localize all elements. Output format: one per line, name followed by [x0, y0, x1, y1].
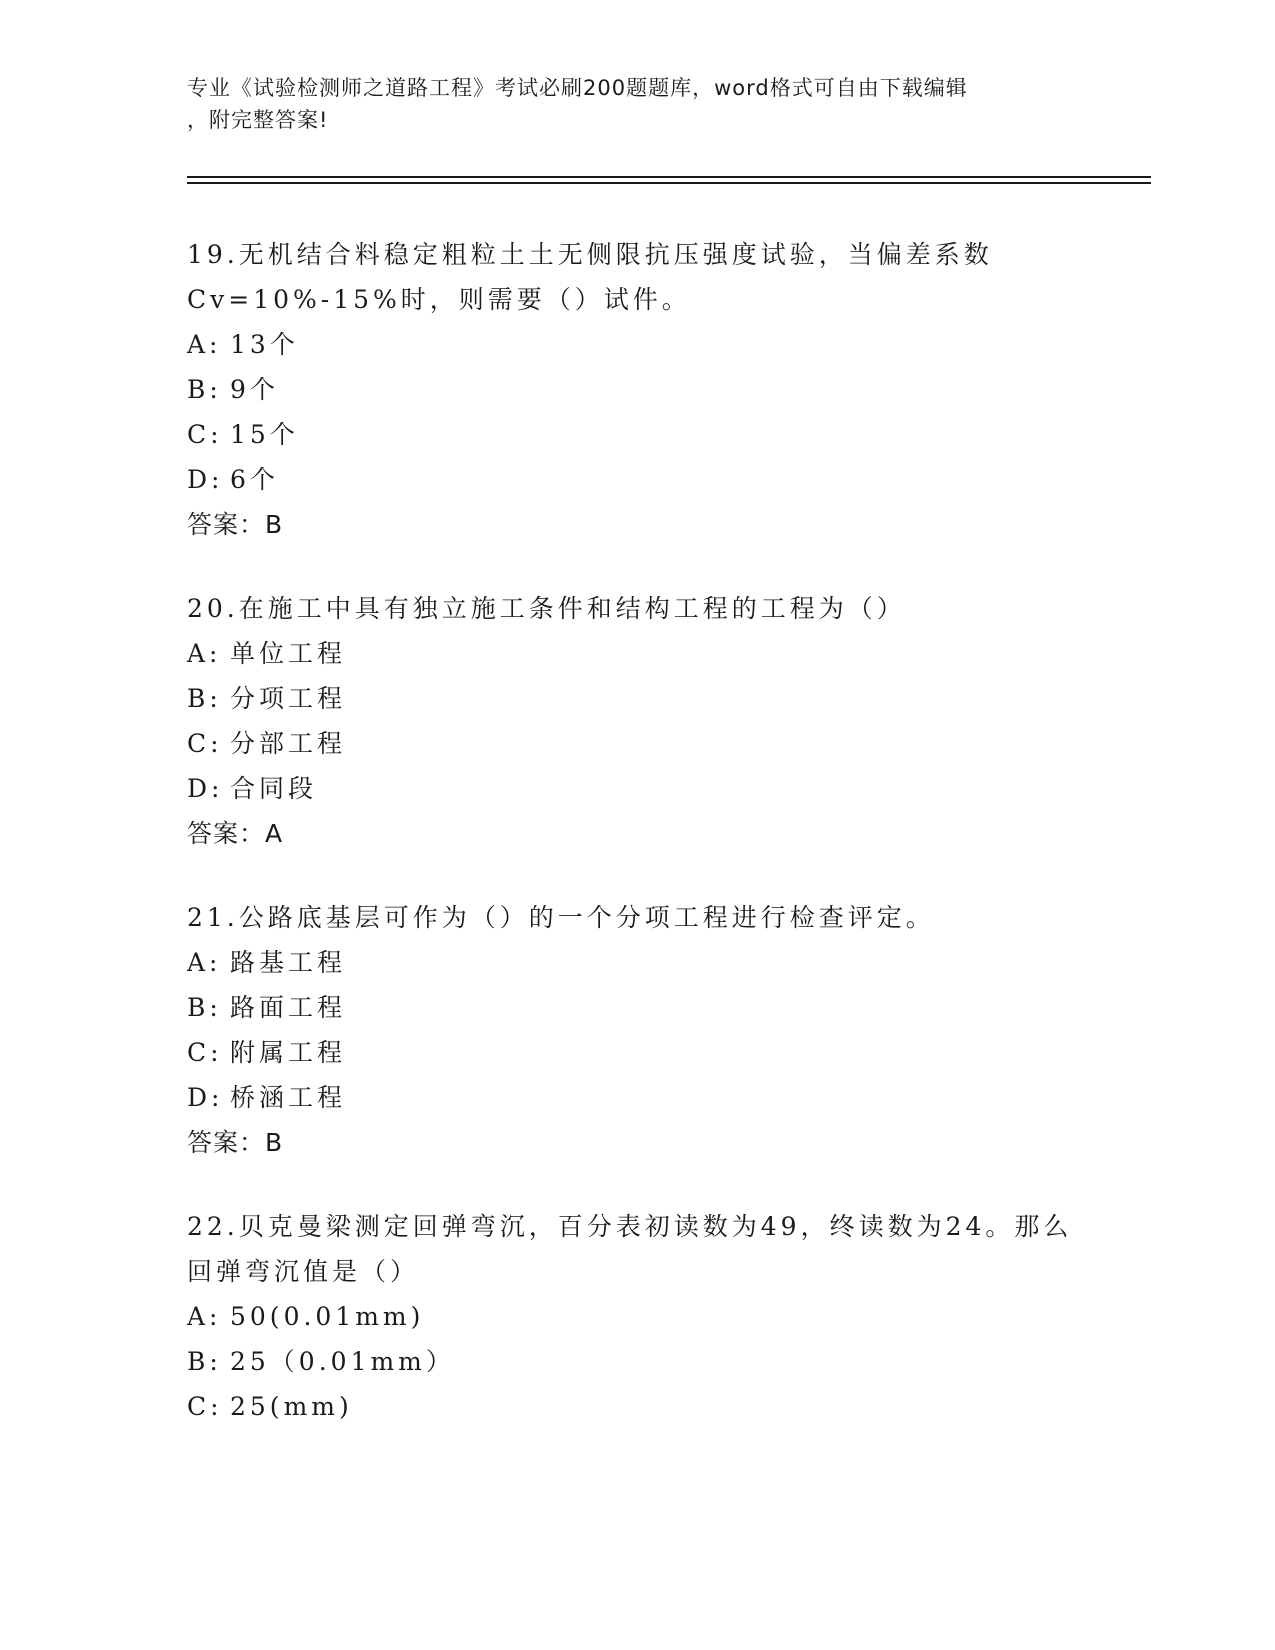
option-text: 合同段 — [230, 774, 318, 803]
option-letter: D: — [187, 465, 224, 494]
option-a — [187, 940, 1147, 985]
option-text: 附属工程 — [230, 1038, 347, 1067]
option-text: 桥涵工程 — [230, 1083, 347, 1112]
option-a — [187, 1294, 1147, 1339]
option-b — [187, 676, 1147, 721]
option-letter: A: — [187, 1302, 222, 1331]
option-text: 分项工程 — [230, 684, 347, 713]
option-text: 15个 — [230, 420, 299, 449]
question-text: 回弹弯沉值是（） — [187, 1257, 420, 1286]
option-letter: A: — [187, 639, 222, 668]
answer-line: 答案：B — [187, 1128, 284, 1157]
option-text: 路基工程 — [230, 948, 347, 977]
header-title-line-1: 专业《试验检测师之道路工程》考试必刷200题题库，word格式可自由下载编辑 — [187, 76, 968, 100]
option-letter: D: — [187, 774, 224, 803]
option-text: 路面工程 — [230, 993, 347, 1022]
option-letter: C: — [187, 1392, 223, 1421]
option-d — [187, 766, 1147, 811]
option-b — [187, 1339, 1147, 1384]
option-b — [187, 985, 1147, 1030]
question-text: 21.公路底基层可作为（）的一个分项工程进行检查评定。 — [187, 903, 935, 932]
option-d — [187, 1075, 1147, 1120]
option-c — [187, 721, 1147, 766]
option-c — [187, 1030, 1147, 1075]
question-text: 20.在施工中具有独立施工条件和结构工程的工程为（） — [187, 594, 906, 623]
option-letter: C: — [187, 1038, 223, 1067]
option-text: 13个 — [230, 330, 299, 359]
option-c — [187, 1384, 1147, 1429]
option-a — [187, 631, 1147, 676]
header-title-line-2: ，附完整答案! — [187, 108, 329, 132]
question-20 — [187, 586, 1147, 856]
option-b — [187, 367, 1147, 412]
option-text: 9个 — [230, 375, 279, 404]
option-d — [187, 457, 1147, 502]
header-divider-top — [187, 176, 1151, 178]
question-21 — [187, 895, 1147, 1165]
option-letter: A: — [187, 330, 222, 359]
option-letter: B: — [187, 684, 222, 713]
question-text: Cv=10%-15%时，则需要（）试件。 — [187, 285, 691, 314]
header-divider-bottom — [187, 182, 1151, 184]
answer-line: 答案：B — [187, 510, 284, 539]
answer-line: 答案：A — [187, 819, 284, 848]
question-22 — [187, 1204, 1147, 1429]
option-text: 单位工程 — [230, 639, 347, 668]
option-c — [187, 412, 1147, 457]
option-text: 25(mm) — [230, 1392, 353, 1421]
option-letter: C: — [187, 729, 223, 758]
question-19 — [187, 232, 1147, 547]
option-text: 分部工程 — [230, 729, 347, 758]
option-text: 25（0.01mm） — [230, 1347, 455, 1376]
option-a — [187, 322, 1147, 367]
option-text: 6个 — [230, 465, 279, 494]
option-letter: C: — [187, 420, 223, 449]
question-list — [187, 232, 1147, 1468]
document-header — [187, 72, 1067, 136]
question-text: 19.无机结合料稳定粗粒土土无侧限抗压强度试验，当偏差系数 — [187, 240, 993, 269]
option-letter: D: — [187, 1083, 224, 1112]
option-letter: B: — [187, 1347, 222, 1376]
option-text: 50(0.01mm) — [230, 1302, 425, 1331]
option-letter: A: — [187, 948, 222, 977]
question-text: 22.贝克曼梁测定回弹弯沉，百分表初读数为49，终读数为24。那么 — [187, 1212, 1073, 1241]
option-letter: B: — [187, 375, 222, 404]
option-letter: B: — [187, 993, 222, 1022]
